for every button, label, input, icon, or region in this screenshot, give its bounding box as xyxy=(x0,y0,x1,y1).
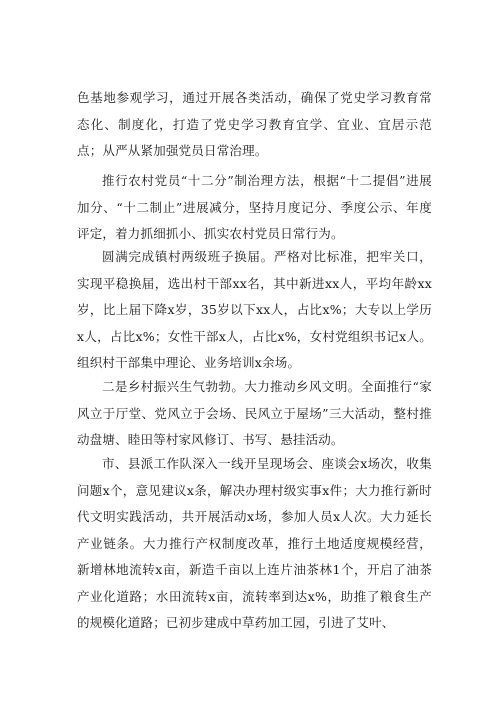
paragraph-rural-revitalization: 二是乡村振兴生气勃勃。大力推动乡风文明。全面推行“家风立于厅堂、党风立于会场、民风立于屋场”三大活动，整村推动盘塘、睦田等村家风修订、书写、悬挂活动。 xyxy=(77,379,432,447)
paragraph-party-member-scoring: 推行农村党员“十二分”制治理方法，根据“十二提倡”进展加分、“十二制止”进展减分，坚持月度记分、季度公示、年度评定，着力抓细抓小、抓实农村党员日常行为。 xyxy=(77,173,432,241)
paragraph-work-team-industry: 市、县派工作队深入一线开呈现场会、座谈会x场次，收集问题x个，意见建议x条，解决办理村级实事x件；大力推行新时代文明实践活动，共开展活动x场，参加人员x人次。大力延长产业链条。大力推行产权制度改革，推行土地适度规模经营，新增林地流转x亩，新造千亩以上连片油茶林1个，开启了油茶产业化道路；水田流转x亩，流转率到达x%，助推了粮食生产的规模化道路；已初步建成中草药加工园，引进了艾叶、 xyxy=(77,456,432,630)
paragraph-village-election: 圆满完成镇村两级班子换届。严格对比标准，把牢关口，实现平稳换届，选出村干部xx名，其中新进xx人，平均年龄xx岁，比上届下降x岁，35岁以下xx人，占比x%；大专以上学历x人，占比x%；女性干部x人，占比x%，女村党组织书记x人。组织村干部集中理论、业务培训x余场。 xyxy=(77,249,432,370)
paragraph-party-history-education: 色基地参观学习，通过开展各类活动，确保了党史学习教育常态化、制度化，打造了党史学习教育宜学、宜业、宜居示范点；从严从紧加强党员日常治理。 xyxy=(77,90,432,158)
